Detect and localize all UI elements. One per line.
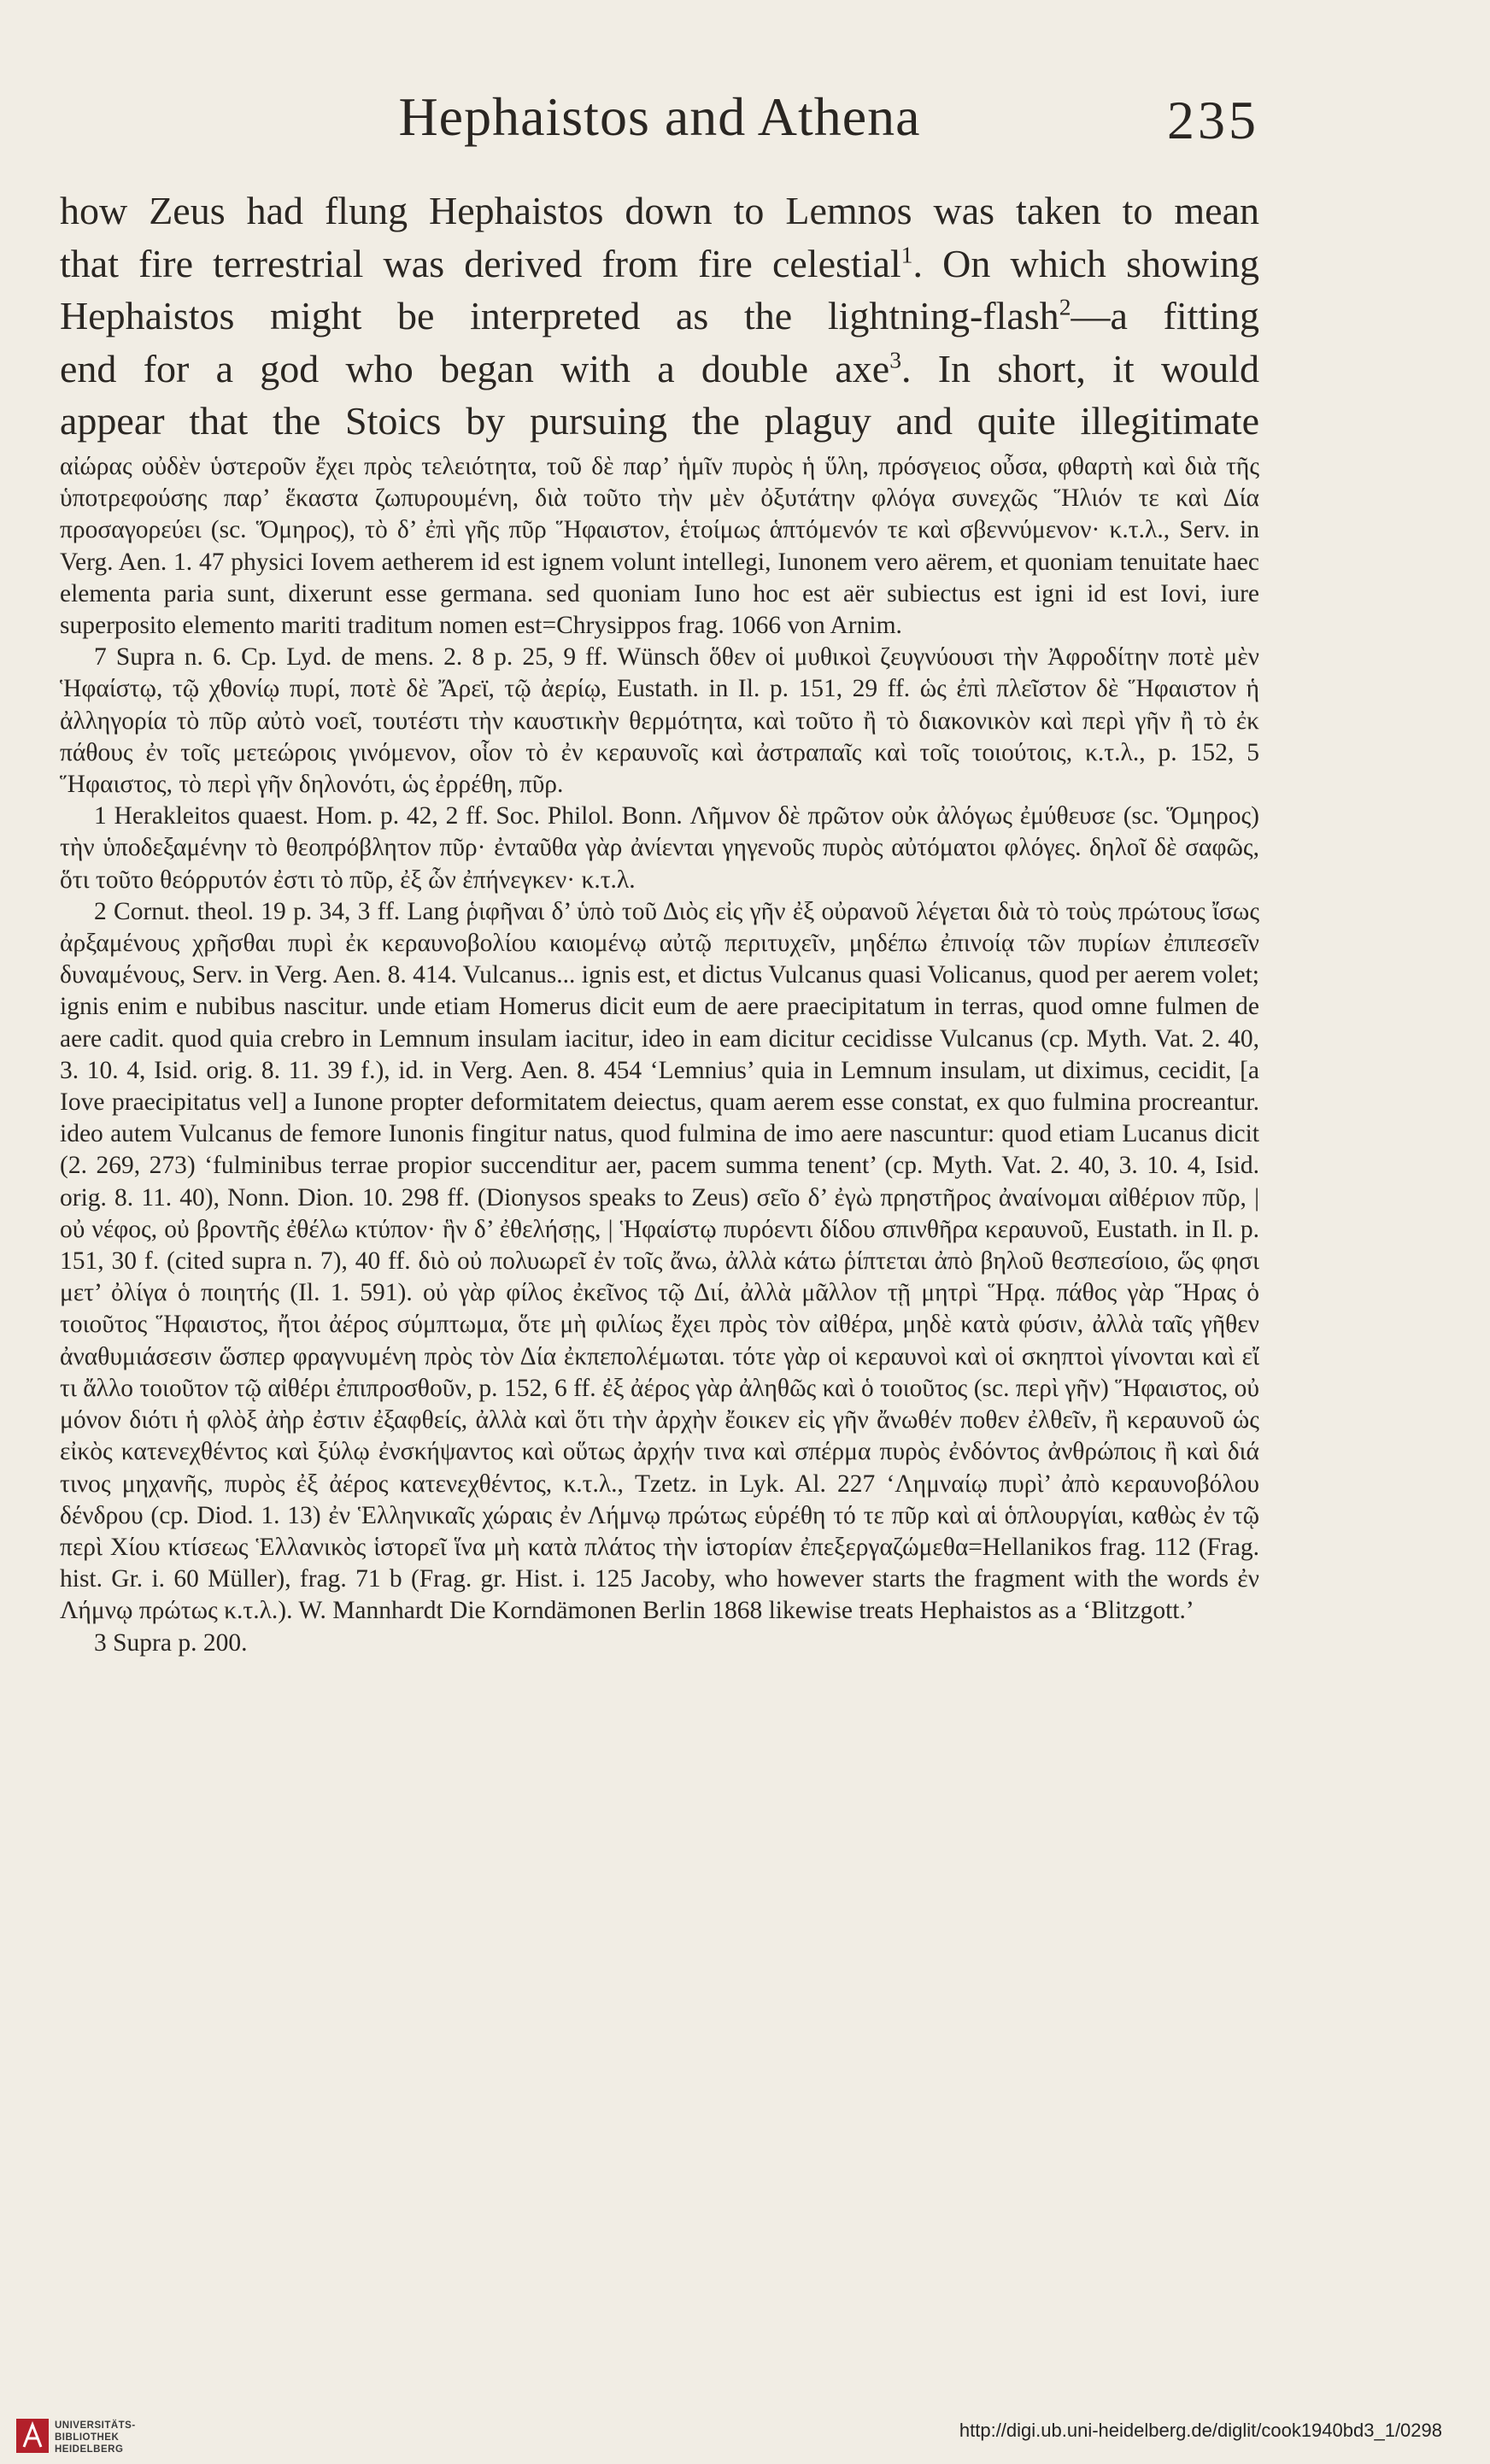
main-line-tail: —a fitting <box>1071 294 1259 337</box>
main-line <box>60 238 1259 290</box>
footnote-2: 2 Cornut. theol. 19 p. 34, 3 ff. Lang ῥιφῆναι δ’ ὑπὸ τοῦ Διὸς εἰς γῆν ἐξ οὐρανοῦ λέγεται διὰ τὸ τοὺς πρώτους ἴσως ἀρξαμένους χρῆσθαι πυρὶ ἐκ κεραυνοβολίου καιομένῳ αὐτῷ περιτυχεῖν, μηδέπω ἐπινοίᾳ τῶν πυρίων ἐπιπεσεῖν δυναμένους, Serv. in Verg. Aen. 8. 414. Vulcanus... ignis est, et dictus Vulcanus quasi Volicanus, quod per aerem volet; ignis enim e nubibus nascitur. unde etiam Homerus dicit eum de aere praecipitatum in terras, quod omne fulmen de aere cadit. quod quia crebro in Lemnum insulam iacitur, ideo in eam dicitur cecidisse Vulcanus (cp. Myth. Vat. 2. 40, 3. 10. 4, Isid. orig. 8. 11. 39 f.), id. in Verg. Aen. 8. 454 ‘Lemnius’ quia in Lemnum insulam, ut diximus, cecidit, [a Iove praecipitatus vel] a Iunone propter deformitatem deiectus, quam aerem esse constat, ex quo fulmina procreantur. ideo autem Vulcanus de femore Iunonis fingitur natus, quod fulmina de imo aere nascuntur: quod etiam Lucanus dicit (2. 269, 273) ‘fulminibus terrae propior succenditur aer, pacem summa tenent’ (cp. Myth. Vat. 2. 40, 3. 10. 4, Isid. orig. 8. 11. 40), Nonn. Dion. 10. 298 ff. (Dionysos speaks to Zeus) σεῖο δ’ ἐγὼ πρηστῆρος ἀναίνομαι αἰθέριον πῦρ, | οὐ νέφος, οὐ βροντῆς ἐθέλω κτύπον· ἣν δ’ ἐθελήσῃς, | Ἡφαίστῳ πυρόεντι δίδου σπινθῆρα κεραυνοῦ, Eustath. in Il. p. 151, 30 f. (cited supra n. 7), 40 ff. διὸ οὐ πολυωρεῖ ἐν τοῖς ἄνω, ἀλλὰ κάτω ῥίπτεται ἀπὸ βηλοῦ θεσπεσίοιο, ὥς φησι μετ’ ὀλίγα ὁ ποιητής (Il. 1. 591). οὐ γὰρ φίλος ἐκεῖνος τῷ Διί, ἀλλὰ μᾶλλον τῇ μητρὶ Ἥρᾳ. πάθος γὰρ Ἥρας ὁ τοιοῦτος Ἥφαιστος, ἤτοι ἀέρος σύμπτωμα, ὅτε μὴ φιλίως ἔχει πρὸς τὸν αἰθέρα, μηδὲ κατὰ φύσιν, ἀλλὰ ταῖς γῆθεν ἀναθυμιάσεσιν ὥσπερ φραγνυμένη πρὸς τὸν Δία ἐκπεπολέμωται. τότε γὰρ οἱ κεραυνοὶ καὶ οἱ σκηπτοὶ γίνονται καὶ εἴ τι ἄλλο τοιοῦτον τῷ αἰθέρι ἐπιπροσθοῦν, p. 152, 6 ff. ἐξ ἀέρος γὰρ ἀληθῶς καὶ ὁ τοιοῦτος (sc. περὶ γῆν) Ἥφαιστος, οὐ μόνον διότι ἡ φλὸξ ἀὴρ ἐστιν ἐξαφθείς, ἀλλὰ καὶ ὅτι τὴν ἀρχὴν ἔοικεν εἰς γῆν ἄνωθέν ποθεν ἐλθεῖν, ἢ κεραυνοῦ ὡς εἰκὸς κατενεχθέντος καὶ ξύλῳ ἐνσκήψαντος καὶ οὕτως ἀρχήν τινα καὶ σπέρμα πυρὸς ἐνδόντος ἀνθρώποις ἢ καὶ διά τινος μηχανῆς, πυρὸς ἐξ ἀέρος κατενεχθέντος, κ.τ.λ., Tzetz. in Lyk. Al. 227 ‘Λημναίῳ πυρὶ’ ἀπὸ κεραυνοβόλου δένδρου (cp. Diod. 1. 13) ἐν Ἑλληνικαῖς χώραις ἐν Λήμνῳ πρώτως εὑρέθη τό τε πῦρ καὶ αἱ ὁπλουργίαι, καθὼς ἐν τῷ περὶ Χίου κτίσεως Ἑλλανικὸς ἱστορεῖ ἵνα μὴ κατὰ πλάτος τὴν ἱστορίαν ἐπεξεργαζώμεθα=Hellanikos frag. 112 (Frag. hist. Gr. i. 60 Müller), frag. 71 b (Frag. gr. Hist. i. 125 Jacoby, who however starts the fragment with the words ἐν Λήμνῳ πρώτως κ.τ.λ.). W. Mannhardt Die Korndämonen Berlin 1868 likewise treats Hephaistos as a ‘Blitzgott.’ <box>60 897 1259 1625</box>
library-logo-icon <box>15 2418 50 2454</box>
main-line: appear that the Stoics by pursuing the plaguy and quite illegitimate <box>60 399 1259 443</box>
main-line-tail: . In short, it would <box>901 346 1259 390</box>
library-name <box>55 2420 136 2455</box>
main-line-tail: . On which showing <box>912 241 1260 285</box>
running-title: Hephaistos and Athena <box>398 86 921 147</box>
footnotes <box>60 451 1259 1659</box>
library-name-line: BIBLIOTHEK <box>55 2432 120 2443</box>
source-url-link[interactable]: http://digi.ub.uni-heidelberg.de/diglit/cook1940bd3_1/0298 <box>959 2420 1442 2441</box>
source-url <box>959 2420 1442 2442</box>
main-line <box>60 343 1259 396</box>
main-line-text: that fire terrestrial was derived from fire celestial <box>60 241 901 285</box>
footnote-continuation: αἰώρας οὐδὲν ὑστεροῦν ἔχει πρὸς τελειότητα, τοῦ δὲ παρ’ ἡμῖν πυρὸς ἡ ὕλη, πρόσγειος οὖσα, φθαρτὴ καὶ διὰ τῆς ὑποτρεφούσης παρ’ ἕκαστα ζωπυρουμένη, διὰ τοῦτο τὴν μὲν ὀξυτάτην φλόγα συνεχῶς Ἥλιόν τε καὶ Δία προσαγορεύει (sc. Ὅμηρος), τὸ δ’ ἐπὶ γῆς πῦρ Ἥφαιστον, ἑτοίμως ἁπτόμενόν τε καὶ σβεννύμενον· κ.τ.λ., Serv. in Verg. Aen. 1. 47 physici Iovem aetherem id est ignem volunt intellegi, Iunonem vero aërem, et quoniam tenuitate haec elementa paria sunt, dixerunt esse germana. sed quoniam Iuno hoc est aër subiectus est igni id est Iovi, iure superposito elemento mariti traditum nomen est=Chrysippos frag. 1066 von Arnim. <box>60 453 1259 640</box>
library-name-line: HEIDELBERG <box>55 2444 124 2455</box>
footnote-ref-1[interactable]: 1 <box>900 241 913 268</box>
library-stamp <box>15 2414 203 2461</box>
footnote-7: 7 Supra n. 6. Cp. Lyd. de mens. 2. 8 p. 25, 9 ff. Wünsch ὅθεν οἱ μυθικοὶ ζευγνύουσι τὴν Ἀφροδίτην ποτὲ μὲν Ἡφαίστῳ, τῷ χθονίῳ πυρί, ποτὲ δὲ Ἄρεϊ, τῷ ἀερίῳ, Eustath. in Il. p. 151, 29 ff. ὡς ἐπὶ πλεῖστον δὲ Ἥφαιστον ἡ ἀλληγορία τὸ πῦρ αὐτὸ νοεῖ, τουτέστι τὴν καυστικὴν θερμότητα, καὶ τοῦτο ἢ τὸ διακονικὸν καὶ περὶ γῆν ἢ τὸ ἐκ πάθους ἐν τοῖς μετεώροις γινόμενον, οἷον τὸ ἐν κεραυνοῖς καὶ ἀστραπαῖς καὶ τοῖς τοιούτοις, κ.τ.λ., p. 152, 5 Ἥφαιστος, τὸ περὶ γῆν δηλονότι, ὡς ἐρρέθη, πῦρ. <box>60 643 1259 799</box>
footnote-1: 1 Herakleitos quaest. Hom. p. 42, 2 ff. Soc. Philol. Bonn. Λῆμνον δὲ πρῶτον οὐκ ἀλόγως ἐμύθευσε (sc. Ὅμηρος) τὴν ὑποδεξαμένην τὸ θεοπρόβλητον πῦρ· ἐνταῦθα γὰρ ἀνίενται γηγενοῦς πυρὸς αὐτόματοι φλόγες. δηλοῖ δὲ σαφῶς, ὅτι τοῦτο θεόρρυτόν ἐστι τὸ πῦρ, ἐξ ὧν ἐπήνεγκεν· κ.τ.λ. <box>60 802 1259 894</box>
main-line-text: Hephaistos might be interpreted as the lightning-flash <box>60 294 1059 337</box>
footnote-ref-3[interactable]: 3 <box>889 346 902 373</box>
main-text <box>60 185 1259 448</box>
main-line <box>60 290 1259 343</box>
main-line-text: end for a god who began with a double axe <box>60 346 890 390</box>
footnote-3: 3 Supra p. 200. <box>94 1628 248 1657</box>
library-name-line: UNIVERSITÄTS- <box>55 2420 136 2431</box>
footnote-ref-2[interactable]: 2 <box>1059 293 1071 320</box>
page-header <box>60 85 1259 162</box>
page-number: 235 <box>1167 90 1259 150</box>
main-line: how Zeus had flung Hephaistos down to Lemnos was taken to mean <box>60 189 1259 232</box>
